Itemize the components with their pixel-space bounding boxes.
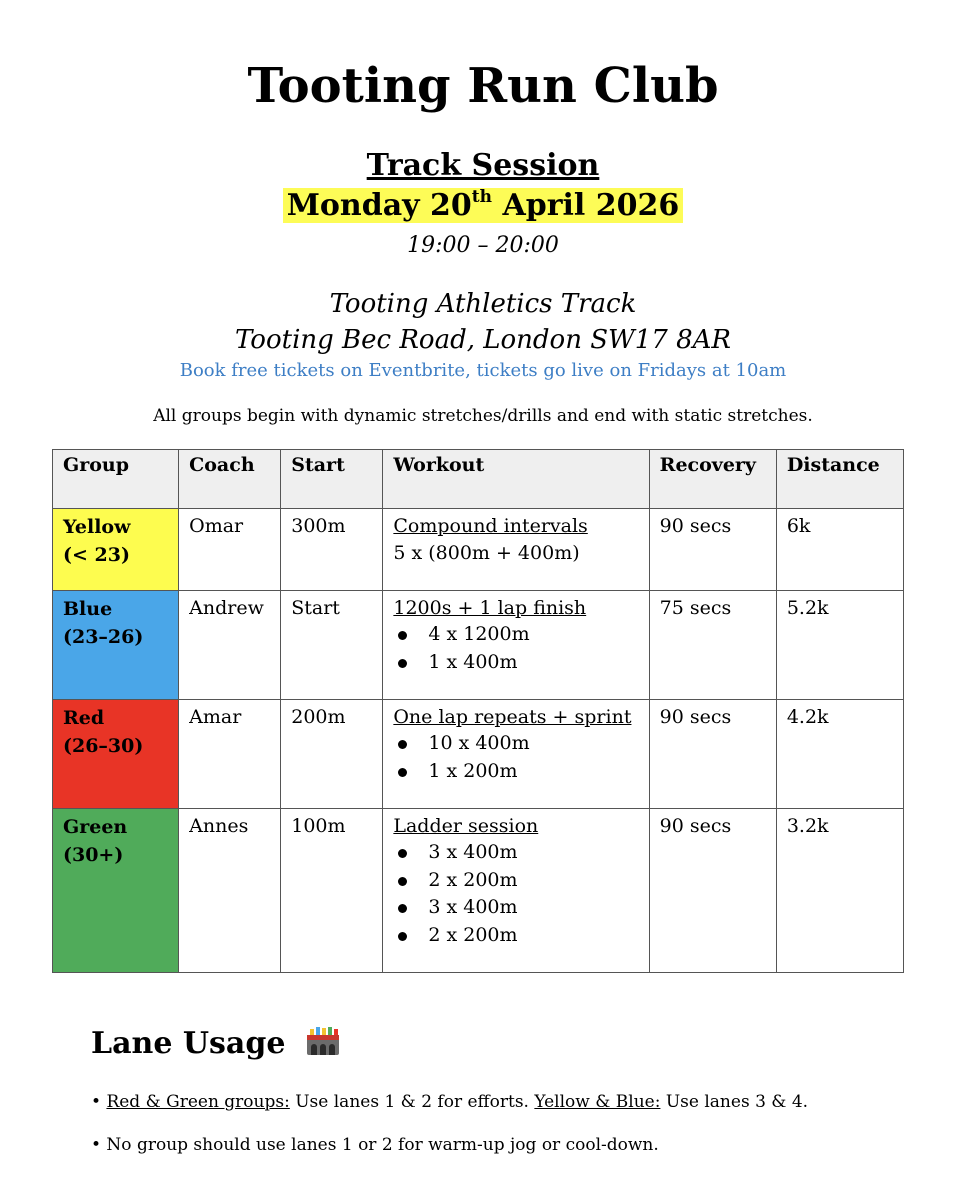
workout-cell xyxy=(383,509,649,591)
workout-cell xyxy=(383,591,649,700)
group-cell-green xyxy=(53,809,179,973)
start-cell: 300m xyxy=(281,509,383,591)
distance-cell: 3.2k xyxy=(776,809,903,973)
date-day: Monday 20 xyxy=(286,188,472,223)
lane-note-warmup: • No group should use lanes 1 or 2 for warm-up jog or cool-down. xyxy=(91,1135,659,1155)
recovery-cell: 75 secs xyxy=(649,591,776,700)
list-item: 1 x 200m xyxy=(393,758,639,786)
table-row xyxy=(53,591,904,700)
workout-cell xyxy=(383,700,649,809)
recovery-cell: 90 secs xyxy=(649,700,776,809)
workout-detail: 5 x (800m + 400m) xyxy=(393,542,580,564)
coach-cell: Omar xyxy=(179,509,281,591)
lane-usage-heading xyxy=(91,1026,340,1061)
list-item: 2 x 200m xyxy=(393,922,639,950)
stadium-icon xyxy=(306,1026,340,1056)
table-row xyxy=(53,809,904,973)
group-name: Yellow xyxy=(63,516,131,538)
club-title: Tooting Run Club xyxy=(247,58,719,114)
schedule-table xyxy=(52,449,904,973)
list-item: 1 x 400m xyxy=(393,649,639,677)
session-date xyxy=(0,188,966,223)
date-highlight xyxy=(283,188,684,223)
start-cell: Start xyxy=(281,591,383,700)
bullet: • xyxy=(91,1092,102,1112)
workout-title: Ladder session xyxy=(393,815,539,837)
session-time: 19:00 – 20:00 xyxy=(407,233,559,258)
group-age: (30+) xyxy=(63,844,124,866)
table-row xyxy=(53,509,904,591)
header-start: Start xyxy=(281,450,383,509)
workout-title: Compound intervals xyxy=(393,515,588,537)
group-name: Red xyxy=(63,707,105,729)
recovery-cell: 90 secs xyxy=(649,509,776,591)
coach-cell: Annes xyxy=(179,809,281,973)
venue-name: Tooting Athletics Track xyxy=(329,289,637,319)
group-cell-yellow xyxy=(53,509,179,591)
red-green-label: Red & Green groups: xyxy=(106,1092,290,1112)
yellow-blue-label: Yellow & Blue: xyxy=(534,1092,661,1112)
header-recovery: Recovery xyxy=(649,450,776,509)
group-age: (23–26) xyxy=(63,626,144,648)
lane-usage-title: Lane Usage xyxy=(91,1026,286,1061)
group-name: Green xyxy=(63,816,128,838)
date-suffix: th xyxy=(471,187,493,207)
start-cell: 200m xyxy=(281,700,383,809)
workout-list xyxy=(393,730,639,785)
table-header-row xyxy=(53,450,904,509)
list-item: 3 x 400m xyxy=(393,839,639,867)
venue-address: Tooting Bec Road, London SW17 8AR xyxy=(234,325,732,355)
group-cell-red xyxy=(53,700,179,809)
workout-title: One lap repeats + sprint xyxy=(393,706,632,728)
header-group: Group xyxy=(53,450,179,509)
list-item: 4 x 1200m xyxy=(393,621,639,649)
group-cell-blue xyxy=(53,591,179,700)
distance-cell: 5.2k xyxy=(776,591,903,700)
table-row xyxy=(53,700,904,809)
list-item: 3 x 400m xyxy=(393,894,639,922)
group-name: Blue xyxy=(63,598,113,620)
session-title: Track Session xyxy=(366,148,600,183)
workout-cell xyxy=(383,809,649,973)
date-month-year: April 2026 xyxy=(492,188,680,223)
coach-cell: Amar xyxy=(179,700,281,809)
list-item: 10 x 400m xyxy=(393,730,639,758)
yellow-blue-text: Use lanes 3 & 4. xyxy=(660,1092,809,1112)
intro-text: All groups begin with dynamic stretches/drills and end with static stretches. xyxy=(153,406,813,426)
coach-cell: Andrew xyxy=(179,591,281,700)
start-cell: 100m xyxy=(281,809,383,973)
workout-title: 1200s + 1 lap finish xyxy=(393,597,587,619)
header-workout: Workout xyxy=(383,450,649,509)
workout-list xyxy=(393,621,639,676)
distance-cell: 6k xyxy=(776,509,903,591)
distance-cell: 4.2k xyxy=(776,700,903,809)
workout-list xyxy=(393,839,639,949)
group-age: (< 23) xyxy=(63,544,130,566)
lane-note-efforts xyxy=(91,1092,808,1112)
header-distance: Distance xyxy=(776,450,903,509)
booking-link[interactable]: Book free tickets on Eventbrite, tickets go live on Fridays at 10am xyxy=(179,360,787,381)
list-item: 2 x 200m xyxy=(393,867,639,895)
group-age: (26–30) xyxy=(63,735,144,757)
recovery-cell: 90 secs xyxy=(649,809,776,973)
red-green-text: Use lanes 1 & 2 for efforts. xyxy=(289,1092,535,1112)
header-coach: Coach xyxy=(179,450,281,509)
